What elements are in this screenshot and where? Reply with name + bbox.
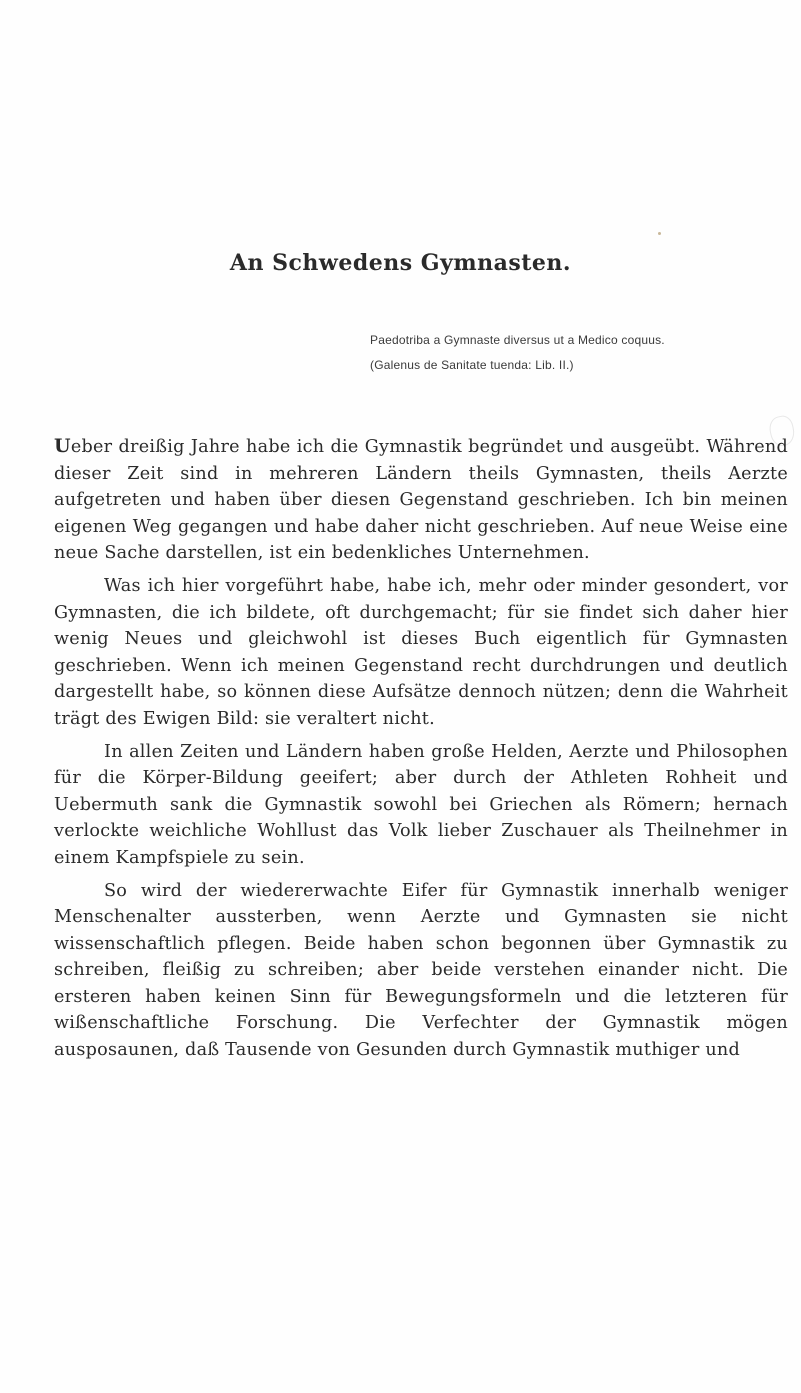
page-title: An Schwedens Gymnasten. <box>229 250 572 276</box>
epigraph <box>370 328 790 378</box>
epigraph-source: (Galenus de Sanitate tuenda: Lib. II.) <box>370 358 574 372</box>
body-text <box>54 433 788 1070</box>
paragraph-3: In allen Zeiten und Ländern haben große Helden, Aerzte und Philosophen für die Körper-Bildung geeifert; aber durch der Athleten Rohheit und Uebermuth sank die Gymnastik sowohl bei Griechen als Römern; hernach verlockte weichliche Wohllust das Volk lieber Zuschauer als Theilnehmer in einem Kampfspiele zu sein. <box>54 741 788 868</box>
paragraph-1-text: eber dreißig Jahre habe ich die Gymnastik begründet und ausgeübt. Während dieser Zeit sind in mehreren Ländern theils Gymnasten, theils Aerzte aufgetreten und haben über diesen Gegenstand geschrieben. Ich bin meinen eigenen Weg gegangen und habe daher nicht geschrieben. Auf neue Weise eine neue Sache darstellen, ist ein bedenkliches Unternehmen. <box>54 437 788 564</box>
epigraph-quote: Paedotriba a Gymnaste diversus ut a Medico coquus. <box>370 333 665 347</box>
paragraph-2: Was ich hier vorgeführt habe, habe ich, mehr oder minder gesondert, vor Gymnasten, die ich bildete, oft durchgemacht; für sie findet sich daher hier wenig Neues und gleichwohl ist dieses Buch eigentlich für Gymnasten geschrieben. Wenn ich meinen Gegenstand recht durchdrungen und deutlich dargestellt habe, so können diese Aufsätze dennoch nützen; denn die Wahrheit trägt des Ewigen Bild: sie veraltert nicht. <box>54 575 788 729</box>
paper-speck <box>658 232 661 235</box>
paragraph-4: So wird der wiedererwachte Eifer für Gymnastik innerhalb weniger Menschenalter aussterben, wenn Aerzte und Gymnasten sie nicht wissenschaftlich pflegen. Beide haben schon begonnen über Gymnastik zu schreiben, fleißig zu schreiben; aber beide verstehen einander nicht. Die ersteren haben keinen Sinn für Bewegungsformeln und die letzteren für wißenschaftliche Forschung. Die Verfechter der Gymnastik mögen ausposaunen, daß Tausende von Gesunden durch Gymnastik muthiger und <box>54 880 788 1061</box>
paragraph-1 <box>54 433 788 567</box>
initial-letter: U <box>54 435 71 457</box>
